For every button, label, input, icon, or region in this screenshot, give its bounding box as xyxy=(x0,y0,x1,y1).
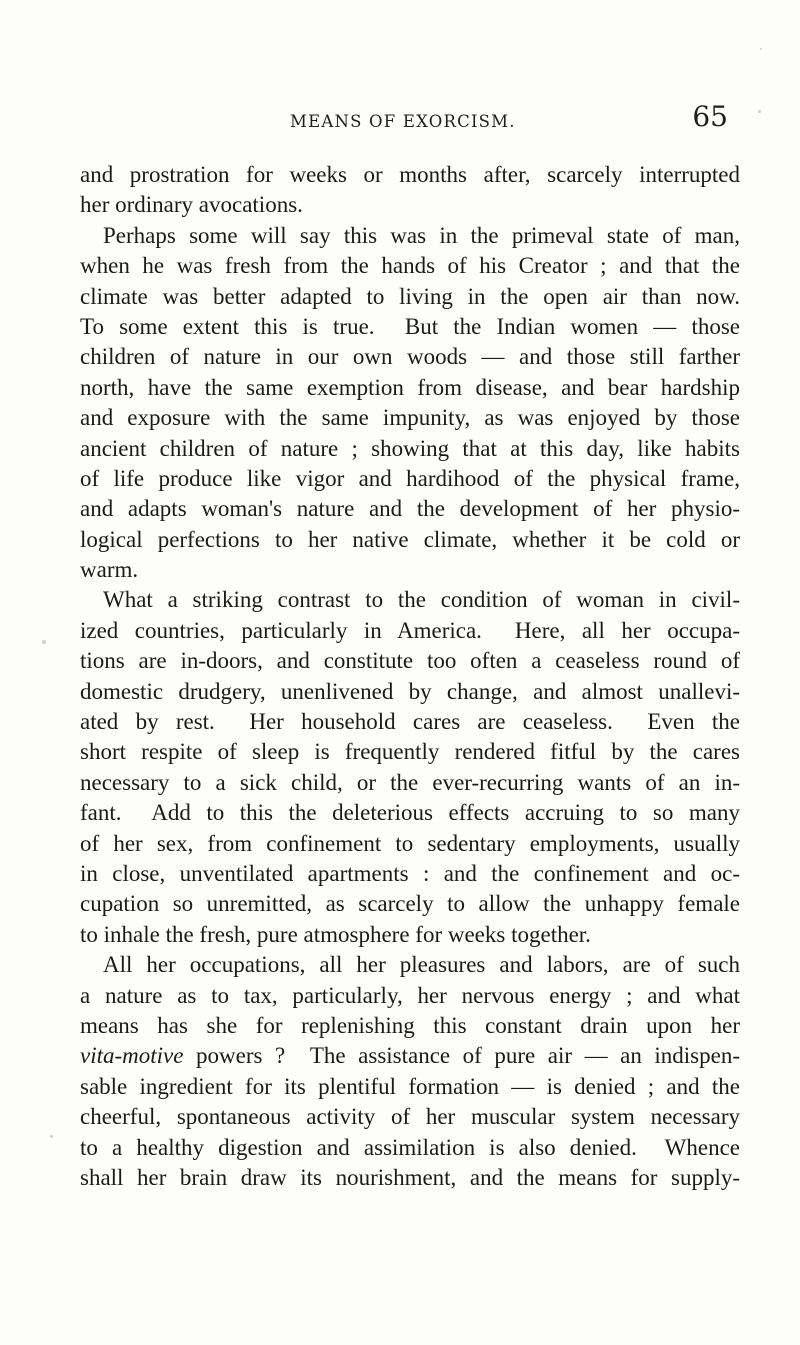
text-segment: cupation so unremitted, as scarcely to allow the unhappy female xyxy=(80,891,740,917)
text-line xyxy=(80,494,740,524)
text-segment: fant. Add to this the deleterious effects accruing to so many xyxy=(80,800,740,826)
scan-speck xyxy=(760,48,762,50)
text-segment: and prostration for weeks or months after, scarcely interrupted xyxy=(80,162,740,187)
italic-term: vita-motive xyxy=(80,1043,184,1069)
text-segment: when he was fresh from the hands of his Creator ; and that the xyxy=(80,253,740,279)
text-line xyxy=(80,798,740,828)
text-line xyxy=(80,282,740,312)
text-segment: warm. xyxy=(80,557,139,583)
text-segment: ated by rest. Her household cares are ceaseless. Even the xyxy=(80,709,740,735)
text-line xyxy=(80,1133,740,1163)
text-line xyxy=(80,251,740,281)
text-line xyxy=(80,221,740,251)
text-segment: in close, unventilated apartments : and the confinement and oc- xyxy=(80,860,740,886)
text-segment: of life produce like vigor and hardihood of the physical frame, xyxy=(80,465,740,491)
text-segment: climate was better adapted to living in the open air than now. xyxy=(80,283,740,309)
text-segment: and exposure with the same impunity, as was enjoyed by those xyxy=(80,405,740,431)
text-line xyxy=(80,585,740,615)
text-line xyxy=(80,464,740,494)
text-line xyxy=(80,1072,740,1102)
text-segment: What a striking contrast to the condition of woman in civil- xyxy=(103,587,740,613)
text-line xyxy=(80,403,740,433)
text-segment: domestic drudgery, unenlivened by change, and almost unallevi- xyxy=(80,678,740,704)
text-line xyxy=(80,555,740,585)
text-segment: to a healthy digestion and assimilation is also denied. Whence xyxy=(80,1134,740,1160)
text-segment: To some extent this is true. But the Indian women — those xyxy=(80,313,740,339)
text-line xyxy=(80,889,740,919)
text-line xyxy=(80,859,740,889)
text-segment: children of nature in our own woods — and those still farther xyxy=(80,344,740,370)
body-text xyxy=(80,160,740,1193)
text-line xyxy=(80,950,740,980)
text-segment: a nature as to tax, particularly, her nervous energy ; and what xyxy=(80,982,740,1008)
running-head-title: MEANS OF EXORCISM. xyxy=(290,112,516,131)
text-line xyxy=(80,434,740,464)
text-line xyxy=(80,920,740,950)
page-number: 65 xyxy=(692,100,728,133)
text-segment: ized countries, particularly in America. Here, all her occupa- xyxy=(80,617,740,643)
text-segment: north, have the same exemption from disease, and bear hardship xyxy=(80,374,740,400)
text-line xyxy=(80,160,740,190)
text-line xyxy=(80,373,740,403)
text-segment: necessary to a sick child, or the ever-recurring wants of an in- xyxy=(80,769,740,795)
text-line xyxy=(80,525,740,555)
text-segment: ancient children of nature ; showing that at this day, like habits xyxy=(80,435,740,461)
text-segment: Perhaps some will say this was in the primeval state of man, xyxy=(103,222,740,248)
text-line xyxy=(80,1041,740,1071)
text-segment: of her sex, from confinement to sedentary employments, usually xyxy=(80,830,740,856)
text-segment: powers ? The assistance of pure air — an indispen- xyxy=(183,1043,740,1069)
text-line xyxy=(80,737,740,767)
text-line xyxy=(80,646,740,676)
text-segment: All her occupations, all her pleasures and labors, are of such xyxy=(103,952,740,978)
text-line xyxy=(80,677,740,707)
text-segment: and adapts woman's nature and the development of her physio- xyxy=(80,496,740,522)
scan-speck xyxy=(42,640,46,644)
text-segment: sable ingredient for its plentiful formation — is denied ; and the xyxy=(80,1073,740,1099)
text-segment: her ordinary avocations. xyxy=(80,192,303,218)
text-line xyxy=(80,342,740,372)
text-line xyxy=(80,616,740,646)
text-line xyxy=(80,1102,740,1132)
text-segment: short respite of sleep is frequently rendered fitful by the cares xyxy=(80,739,740,765)
text-line xyxy=(80,190,740,220)
text-segment: logical perfections to her native climate, whether it be cold or xyxy=(80,526,740,552)
text-segment: to inhale the fresh, pure atmosphere for weeks together. xyxy=(80,921,591,947)
scan-speck xyxy=(758,110,761,113)
running-head xyxy=(80,100,740,144)
text-line xyxy=(80,1011,740,1041)
text-line xyxy=(80,707,740,737)
text-segment: tions are in-doors, and constitute too often a ceaseless round of xyxy=(80,648,740,674)
scan-speck xyxy=(50,1135,53,1138)
text-line xyxy=(80,981,740,1011)
text-segment: cheerful, spontaneous activity of her muscular system necessary xyxy=(80,1104,740,1130)
text-line xyxy=(80,1163,740,1193)
text-line xyxy=(80,768,740,798)
text-line xyxy=(80,312,740,342)
text-segment: shall her brain draw its nourishment, and the means for supply- xyxy=(80,1164,740,1190)
text-line xyxy=(80,829,740,859)
text-segment: means has she for replenishing this constant drain upon her xyxy=(80,1012,740,1038)
